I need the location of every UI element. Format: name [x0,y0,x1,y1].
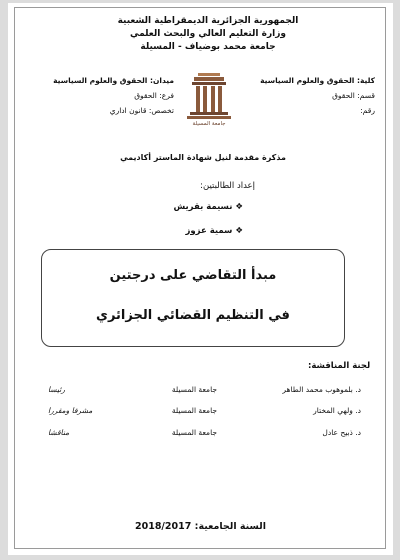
bullet-icon: ❖ [235,202,243,212]
academic-year: السنة الجامعية: 2018/2017 [134,521,267,532]
number-label: رقم: [360,106,375,115]
branch-label: فرع: الحقوق [134,91,174,100]
member-institution: جامعة المسيلة [171,385,217,394]
member-name: د. ذبيح عادل [322,428,361,437]
faculty-label: كلية: الحقوق والعلوم السياسية [260,76,375,85]
member-institution: جامعة المسيلة [171,406,217,415]
student-1 [173,202,243,212]
member-role: رئيسا [48,385,65,394]
title-box [41,249,345,347]
title-line-1: مبدأ التقاضي على درجتين [109,268,277,283]
department-label: قسم: الحقوق [332,91,375,100]
member-name: د. ولهي المختار [313,406,361,415]
field-label: ميدان: الحقوق والعلوم السياسية [53,76,174,85]
member-institution: جامعة المسيلة [171,428,217,437]
document-page [8,3,393,555]
thesis-subtitle: مذكرة مقدمة لنيل شهادة الماستر أكاديمي [120,153,286,162]
student-name: نسيمة بقريش [173,202,233,212]
student-name: سمية عزوز [185,226,233,236]
specialty-label: تخصص: قانون اداري [109,106,174,115]
member-role: مشرفا ومقررا [48,406,93,415]
title-line-2: في التنظيم القضائي الجزائري [96,308,290,323]
logo-text: جامعة المسيلة [192,121,226,127]
university-line: جامعة محمد بوضياف - المسيلة [140,42,276,52]
bullet-icon: ❖ [235,226,243,236]
prepared-by-label: إعداد الطالبتين: [200,181,255,191]
ministry-line: وزارة التعليم العالي والبحث العلمي [129,29,287,39]
student-2 [185,226,243,236]
member-name: د. بلموهوب محمد الطاهر [282,385,361,394]
committee-label: لجنة المناقشة: [308,361,371,371]
member-role: مناقشا [48,428,70,437]
republic-line: الجمهورية الجزائرية الديمقراطية الشعبية [117,16,299,26]
university-logo [178,71,240,133]
